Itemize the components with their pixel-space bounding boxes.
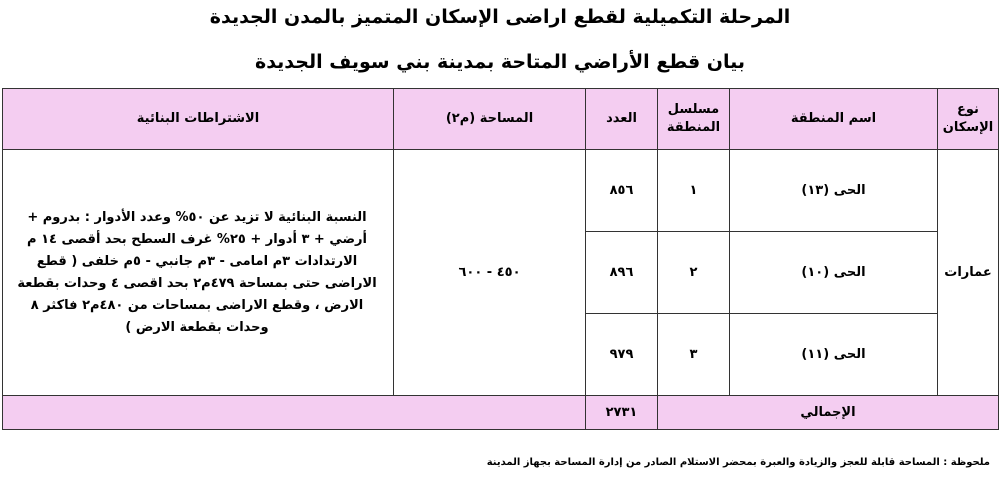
zone-name-cell: الحى (١٣) <box>730 150 938 232</box>
main-title: المرحلة التكميلية لقطع اراضى الإسكان المتميز بالمدن الجديدة <box>209 6 791 28</box>
header-zone-name: اسم المنطقة <box>730 89 938 150</box>
total-row <box>3 396 999 430</box>
sub-title: بيان قطع الأراضي المتاحة بمدينة بني سويف الجديدة <box>254 51 746 73</box>
housing-type-cell: عمارات <box>938 150 999 396</box>
header-zone-serial: مسلسل المنطقة <box>658 89 730 150</box>
total-label-cell: الإجمالي <box>658 396 999 430</box>
zone-name-cell: الحى (١٠) <box>730 232 938 314</box>
area-cell: ٤٥٠ - ٦٠٠ <box>394 150 586 396</box>
header-conditions: الاشتراطات البنائية <box>3 89 394 150</box>
zone-serial-cell: ٢ <box>658 232 730 314</box>
zone-serial-cell: ٣ <box>658 314 730 396</box>
header-area: المساحة (م٢) <box>394 89 586 150</box>
total-empty-cell <box>3 396 586 430</box>
zone-serial-cell: ١ <box>658 150 730 232</box>
table-row <box>3 150 999 232</box>
total-value-cell: ٢٧٣١ <box>586 396 658 430</box>
count-cell: ٨٩٦ <box>586 232 658 314</box>
header-housing-type: نوع الإسكان <box>938 89 999 150</box>
count-cell: ٩٧٩ <box>586 314 658 396</box>
header-count: العدد <box>586 89 658 150</box>
land-plots-table <box>2 88 999 430</box>
conditions-cell: النسبة البنائية لا تزيد عن ٥٠% وعدد الأدوار : بدروم + أرضي + ٣ أدوار + ٢٥% غرف السطح بحد أقصى ١٤ م الارتدادات ٣م امامى - ٣م جانبي - ٥م خلفى ( قطع الاراضى حتى بمساحة ٤٧٩م٢ بحد اقصى ٤ وحدات بقطعة الارض ، وقطع الاراضى بمساحات من ٤٨٠م٢ فاكثر ٨ وحدات بقطعة الارض ) <box>3 150 394 396</box>
footnote: ملحوظة : المساحة قابلة للعجز والزيادة والعبرة بمحضر الاستلام الصادر من إدارة المساحة بجهاز المدينة <box>486 457 990 468</box>
count-cell: ٨٥٦ <box>586 150 658 232</box>
zone-name-cell: الحى (١١) <box>730 314 938 396</box>
table-header-row <box>3 89 999 150</box>
